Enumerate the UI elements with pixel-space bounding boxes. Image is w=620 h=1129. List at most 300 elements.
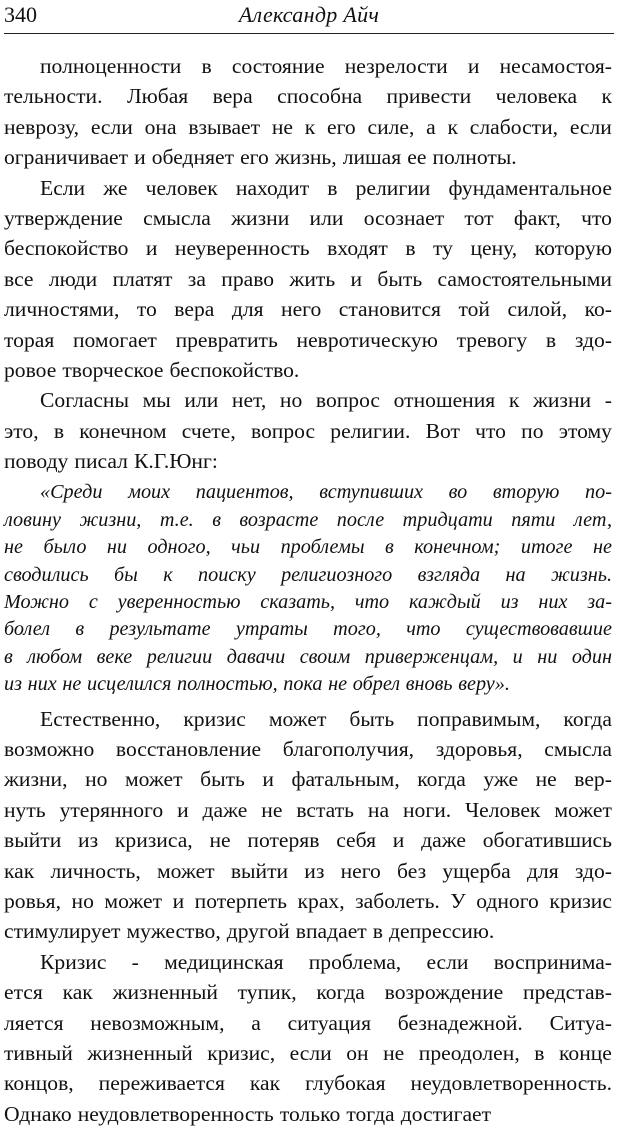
word: приверженцам,	[364, 645, 499, 668]
word: того,	[333, 618, 381, 641]
word: было	[43, 536, 87, 559]
word: из	[304, 858, 325, 883]
text-line	[4, 764, 612, 794]
text-line	[4, 479, 612, 506]
word: концов,	[4, 1071, 74, 1096]
word: возрождение	[384, 980, 504, 1005]
word: здо-	[574, 858, 612, 883]
word: по	[521, 418, 544, 443]
text-line	[4, 589, 612, 616]
word: возможно	[4, 736, 95, 761]
word: сказать,	[260, 591, 336, 614]
word: может	[124, 767, 183, 792]
word: кризис	[183, 706, 246, 731]
text-line	[4, 795, 612, 825]
word: когда	[316, 980, 365, 1005]
word: Согласны	[40, 388, 129, 413]
word: той	[458, 297, 490, 322]
word: к	[304, 114, 316, 139]
text-line	[4, 264, 612, 294]
word: и	[177, 797, 189, 822]
word: здо-	[574, 327, 612, 352]
word: находит	[235, 175, 310, 200]
word: выйти	[4, 828, 62, 853]
word: мы	[142, 388, 171, 413]
word: жизни,	[4, 767, 68, 792]
word: благополучия,	[282, 736, 415, 761]
word: как	[4, 858, 35, 883]
word: из	[78, 828, 99, 853]
word: К.Г.Юнг:	[133, 449, 218, 474]
word: к	[601, 84, 612, 109]
text-line	[4, 977, 612, 1007]
word: религии.	[330, 418, 411, 443]
word: если	[90, 114, 133, 139]
word: него	[340, 858, 381, 883]
word: вера	[174, 297, 215, 322]
word: не	[209, 828, 231, 853]
word: тот	[464, 205, 494, 230]
word: за	[187, 266, 206, 291]
word: полноты.	[432, 145, 517, 170]
word: кризис,	[207, 1040, 276, 1065]
word: своим	[299, 645, 351, 668]
word: но	[279, 388, 303, 413]
word: что	[581, 205, 612, 230]
header-rule	[4, 33, 614, 34]
word: тивный	[4, 1040, 73, 1065]
word: невозможным,	[90, 1010, 225, 1035]
word: восстановление	[115, 736, 262, 761]
word: болел	[4, 618, 51, 641]
word: и	[172, 888, 185, 913]
word: быть	[377, 266, 423, 291]
word: быть	[349, 706, 395, 731]
word: неудовлетворенность.	[410, 1071, 612, 1096]
word: которую	[534, 236, 612, 261]
word: «Среди	[40, 481, 103, 504]
word: -	[131, 949, 139, 974]
word: ко-	[584, 297, 612, 322]
word: поиску	[198, 563, 256, 586]
word: глубокая	[305, 1071, 386, 1096]
word: У	[450, 888, 466, 913]
word: может	[554, 797, 612, 822]
text-line	[4, 233, 612, 263]
word: на	[505, 563, 526, 586]
word: все	[4, 266, 34, 291]
word: даже	[421, 828, 466, 853]
word: что	[354, 591, 390, 614]
word: моих	[128, 481, 171, 504]
text-line	[4, 81, 612, 111]
text-line	[4, 916, 612, 946]
word: фатальным,	[291, 767, 400, 792]
word: жить	[289, 266, 336, 291]
word: пока	[283, 673, 323, 696]
word: личность,	[50, 858, 141, 883]
word: уверенностью	[117, 591, 241, 614]
paragraph	[4, 704, 612, 947]
word: кризиса,	[114, 828, 193, 853]
word: лет,	[573, 508, 612, 531]
word: жизненный	[112, 980, 218, 1005]
word: ни	[106, 536, 128, 559]
word: утраты	[235, 618, 308, 641]
word: он	[346, 1040, 369, 1065]
word: быть	[200, 767, 245, 792]
word: достигает	[400, 1101, 492, 1126]
word: крах,	[297, 888, 345, 913]
word: на	[367, 797, 390, 822]
text-line	[4, 1038, 612, 1068]
word: привести	[386, 84, 472, 109]
word: с	[88, 591, 98, 614]
text-line	[4, 616, 612, 643]
word: что	[475, 418, 506, 443]
word: Человек	[465, 797, 541, 822]
word: обогатившись	[482, 828, 612, 853]
paragraph	[4, 51, 612, 173]
text-line	[4, 51, 612, 81]
text-line	[4, 325, 612, 355]
word: человек	[145, 175, 218, 200]
word: религии	[146, 645, 213, 668]
word: религиозного	[281, 563, 393, 586]
word: неврозу,	[4, 114, 80, 139]
word: другой	[226, 919, 290, 944]
word: жизнь,	[274, 145, 337, 170]
word: Однако	[4, 1101, 72, 1126]
word: пациентов,	[195, 481, 294, 504]
word: давачи	[226, 645, 286, 668]
word: состояние	[231, 54, 325, 78]
word: кризис	[549, 888, 612, 913]
word: личностями,	[4, 297, 120, 322]
word: нуть	[4, 797, 46, 822]
word: а	[251, 1010, 261, 1035]
word: него	[281, 297, 322, 322]
word: самостоятельными	[437, 266, 612, 291]
word: неудовлетворенность	[77, 1101, 274, 1126]
word: во	[448, 481, 468, 504]
text-line	[4, 355, 612, 385]
word: помогает	[72, 327, 157, 352]
word: жизнь.	[551, 563, 612, 586]
text-line	[4, 825, 612, 855]
word: выйти	[230, 858, 289, 883]
word: конце	[559, 1040, 612, 1065]
word: обедняет	[151, 145, 235, 170]
word: воспринима-	[493, 949, 612, 974]
word: результате	[109, 618, 211, 641]
word: и	[145, 236, 158, 261]
page-header	[4, 0, 614, 36]
word: и	[262, 767, 274, 792]
word: итоге	[520, 536, 573, 559]
word: впадает	[295, 919, 367, 944]
word: не	[328, 673, 348, 696]
word: в	[201, 54, 212, 78]
word: ущерба	[442, 858, 511, 883]
text-line	[4, 734, 612, 764]
word: к	[447, 114, 459, 139]
word: Вот	[425, 418, 460, 443]
word: для	[526, 858, 559, 883]
word: любом	[27, 645, 83, 668]
word: в	[405, 236, 416, 261]
text-line	[4, 856, 612, 886]
word: Любая	[126, 84, 189, 109]
word: беспокойство	[4, 236, 129, 261]
word: когда	[417, 767, 466, 792]
word: без	[397, 858, 427, 883]
word: в	[534, 1040, 545, 1065]
word: одного,	[147, 536, 211, 559]
word: смысла	[143, 205, 211, 230]
text-line	[4, 671, 612, 698]
word: веру».	[458, 673, 510, 696]
word: вторую	[492, 481, 560, 504]
word: ляется	[4, 1010, 64, 1035]
word: платят	[112, 266, 173, 291]
word: если	[426, 949, 469, 974]
word: стимулирует	[4, 919, 121, 944]
word: заболеть.	[355, 888, 440, 913]
word: ловину	[4, 508, 61, 531]
word: них	[538, 591, 568, 614]
word: взгляда	[417, 563, 481, 586]
word: люди	[48, 266, 98, 291]
word: обрел	[352, 673, 401, 696]
word: утерянного	[59, 797, 164, 822]
word: жизни	[231, 205, 290, 230]
word: творческое	[62, 357, 164, 382]
word: ется	[4, 980, 43, 1005]
word: его	[240, 145, 269, 170]
word: преодолен,	[418, 1040, 520, 1065]
word: потерпеть	[194, 888, 287, 913]
word: жизни	[532, 388, 592, 413]
word: как	[249, 1071, 281, 1096]
text-line	[4, 886, 612, 916]
word: слабости,	[469, 114, 559, 139]
word: вера	[212, 84, 253, 109]
word: вступивших	[319, 481, 424, 504]
word: себя	[336, 828, 377, 853]
word: потеряв	[247, 828, 320, 853]
word: способна	[277, 84, 363, 109]
word: или	[309, 205, 344, 230]
word: но	[71, 888, 94, 913]
word: к	[163, 563, 173, 586]
word: тогда	[346, 1101, 395, 1126]
word: к	[508, 388, 520, 413]
word: взывает	[188, 114, 261, 139]
text-line	[4, 203, 612, 233]
word: входят	[327, 236, 388, 261]
word: смысла	[544, 736, 612, 761]
word: если	[289, 1040, 332, 1065]
word: встать	[296, 797, 354, 822]
word: не	[271, 114, 293, 139]
word: как	[62, 980, 93, 1005]
word: даже	[202, 797, 248, 822]
word: тридцати	[402, 508, 493, 531]
word: в	[545, 327, 557, 352]
word: ее	[407, 145, 427, 170]
word: человека	[495, 84, 578, 109]
text-line	[4, 142, 612, 172]
word: тревогу	[456, 327, 528, 352]
text-line	[4, 562, 612, 589]
word: жизни,	[79, 508, 142, 531]
word: не	[62, 673, 82, 696]
word: может	[104, 888, 163, 913]
word: писал	[74, 449, 128, 474]
word: если	[569, 114, 612, 139]
word: а	[426, 114, 436, 139]
text-line	[4, 294, 612, 324]
text-line	[4, 446, 612, 476]
text-line	[4, 1008, 612, 1038]
word: каждый	[408, 591, 481, 614]
word: и	[134, 145, 146, 170]
word: Если	[40, 175, 86, 200]
word: в	[4, 645, 13, 668]
word: бы	[114, 563, 138, 586]
word: -	[604, 388, 612, 413]
text-line	[4, 385, 612, 415]
word: она	[144, 114, 177, 139]
word: торая	[4, 327, 55, 352]
word: или	[184, 388, 219, 413]
text-line	[4, 507, 612, 534]
word: его	[327, 114, 356, 139]
word: существовавшие	[465, 618, 612, 641]
word: утверждение	[4, 205, 123, 230]
word: них	[27, 673, 57, 696]
word: же	[103, 175, 128, 200]
word: фундаментальное	[448, 175, 612, 200]
word: когда	[563, 706, 612, 731]
text-line	[4, 1068, 612, 1098]
text-line	[4, 644, 612, 671]
word: не	[535, 767, 557, 792]
word: в	[372, 919, 383, 944]
word: Можно	[4, 591, 70, 614]
word: медицинская	[164, 949, 284, 974]
word: представ-	[523, 980, 612, 1005]
word: поправимым,	[417, 706, 541, 731]
word: уже	[483, 767, 519, 792]
word: поводу	[4, 449, 69, 474]
word: не	[261, 797, 283, 822]
word: может	[268, 706, 327, 731]
word: может	[157, 858, 215, 883]
word: право	[221, 266, 275, 291]
word: ровья,	[4, 888, 61, 913]
word: переживается	[98, 1071, 225, 1096]
word: проблемы	[280, 536, 365, 559]
word: для	[231, 297, 264, 322]
word: этому	[558, 418, 612, 443]
word: осознает	[363, 205, 445, 230]
word: несамостоя-	[499, 54, 612, 78]
word: исцелился	[86, 673, 172, 696]
text-line	[4, 1099, 612, 1129]
word: и	[467, 54, 480, 78]
word: ни	[537, 645, 558, 668]
text-line	[4, 173, 612, 203]
word: неуверенность	[174, 236, 310, 261]
word: ровое	[4, 357, 57, 382]
word: вопрос	[250, 418, 316, 443]
word: силе,	[367, 114, 415, 139]
word: силой,	[507, 297, 568, 322]
word: но	[85, 767, 108, 792]
word: депрессию.	[389, 919, 495, 944]
word: конечном	[79, 418, 167, 443]
word: жизненный	[87, 1040, 193, 1065]
word: после	[336, 508, 385, 531]
word: безнадежной.	[397, 1010, 523, 1035]
word: религии	[355, 175, 431, 200]
word: вновь	[405, 673, 453, 696]
word: превратить	[175, 327, 278, 352]
word: что	[406, 618, 441, 641]
text-line	[4, 112, 612, 142]
word: одного	[476, 888, 539, 913]
text-line	[4, 947, 612, 977]
word: и	[512, 645, 523, 668]
page-number: 340	[4, 2, 37, 27]
word: ноги.	[402, 797, 452, 822]
text-line	[4, 704, 612, 734]
word: один	[571, 645, 612, 668]
word: ограничивает	[4, 145, 129, 170]
word: и	[350, 266, 363, 291]
text-line	[4, 416, 612, 446]
word: в	[75, 618, 85, 641]
word: не	[4, 536, 23, 559]
block-quote	[4, 479, 612, 698]
word: это,	[4, 418, 39, 443]
word: полностью,	[177, 673, 278, 696]
word: т.е.	[159, 508, 194, 531]
word: и	[392, 828, 405, 853]
word: незрелости	[344, 54, 448, 78]
running-title: Александр Айч	[238, 2, 380, 27]
word: не	[592, 536, 612, 559]
word: становится	[338, 297, 441, 322]
word: вопрос	[315, 388, 381, 413]
word: только	[279, 1101, 341, 1126]
body-text	[4, 51, 612, 1129]
word: сводились	[4, 563, 89, 586]
word: Кризис	[40, 949, 107, 974]
word: из	[500, 591, 519, 614]
paragraph	[4, 947, 612, 1129]
word: ситуация	[287, 1010, 372, 1035]
word: в	[327, 175, 338, 200]
word: веке	[96, 645, 133, 668]
word: беспокойство.	[169, 357, 300, 382]
word: в	[53, 418, 65, 443]
word: лишая	[342, 145, 402, 170]
word: возрасте	[239, 508, 319, 531]
word: факт,	[513, 205, 561, 230]
